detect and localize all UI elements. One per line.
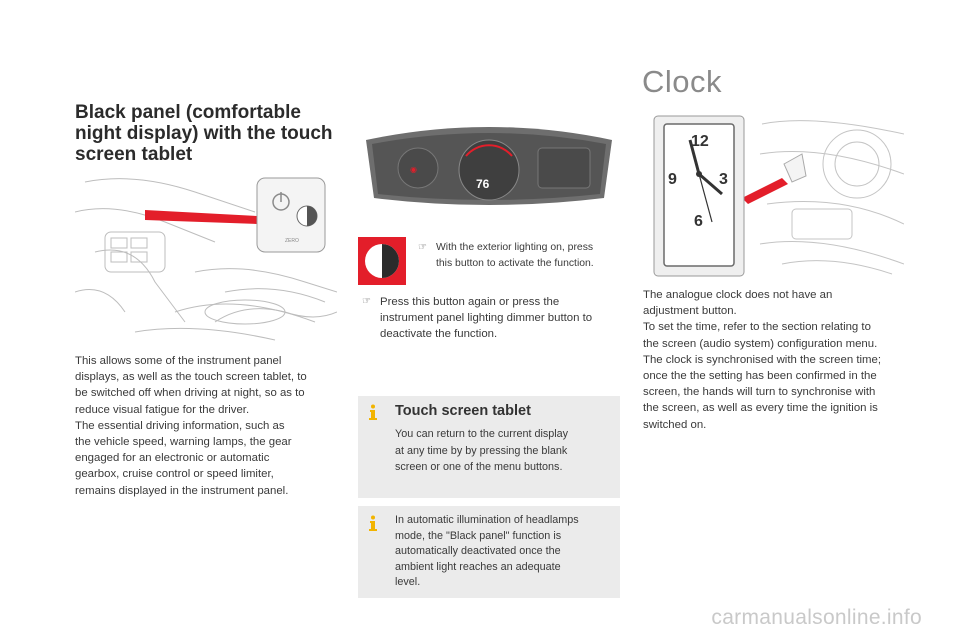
text-line: screen or one of the menu buttons.: [395, 461, 563, 473]
text-line: displays, as well as the touch screen tablet, to: [75, 371, 307, 384]
clock-numeral-9: 9: [668, 171, 677, 188]
instrument-cluster-image: [358, 120, 620, 208]
svg-text:◉: ◉: [410, 165, 417, 174]
black-panel-button-icon: [358, 237, 406, 285]
text-line: the screen, as well as every time the ignition is: [643, 402, 878, 415]
text-line: at any time by by pressing the blank: [395, 444, 568, 457]
text-line: Press this button again or press the: [380, 296, 560, 308]
text-line: deactivate the function.: [380, 328, 498, 341]
text-line: You can return to the current display: [395, 428, 569, 440]
hand-pointer-icon: ☞: [418, 242, 427, 253]
text-line: instrument panel lighting dimmer button to: [380, 312, 593, 325]
text-line: mode, the "Black panel" function is: [395, 529, 562, 542]
text-line: In automatic illumination of headlamps: [395, 514, 579, 526]
touch-screen-info-box: [358, 396, 620, 498]
watermark: carmanualsonline.info: [711, 606, 922, 629]
text-line: reduce visual fatigue for the driver.: [75, 403, 250, 416]
text-line: With the exterior lighting on, press: [436, 242, 594, 253]
text-line: once the the setting has been confirmed in the: [643, 370, 877, 383]
text-line: engaged for an electronic or automatic: [75, 452, 270, 465]
text-line: remains displayed in the instrument panel.: [75, 484, 289, 497]
text-line: level.: [395, 576, 421, 589]
left-body-text: [75, 353, 337, 499]
text-line: gearbox, cruise control or speed limiter,: [75, 468, 274, 481]
section-title-black-panel: Black panel (comfortable night display) with the touch screen tablet: [75, 102, 333, 165]
info-icon: [367, 404, 379, 420]
text-line: be switched off when driving at night, so as to: [75, 387, 305, 400]
text-line: This allows some of the instrument panel: [75, 355, 282, 367]
clock-body-text: [643, 287, 905, 433]
clock-numeral-3: 3: [719, 171, 728, 188]
text-line: automatically deactivated once the: [395, 545, 561, 558]
automatic-illumination-text: [395, 513, 615, 591]
text-line: the vehicle speed, warning lamps, the gear: [75, 436, 292, 449]
section-title-clock: Clock: [642, 64, 723, 99]
analogue-clock-illustration: [642, 114, 904, 278]
text-line: The analogue clock does not have an: [643, 289, 833, 301]
clock-numeral-6: 6: [694, 213, 703, 230]
zero-label: ZERO: [285, 238, 299, 244]
cluster-speed: 76: [476, 177, 490, 191]
touch-screen-text: [395, 426, 615, 476]
step-2: [362, 294, 624, 343]
info-icon: [367, 515, 379, 531]
text-line: The clock is synchronised with the screen time;: [643, 353, 882, 366]
text-line: screen, the hands will turn to synchronise with: [643, 386, 876, 399]
dashboard-button-illustration: [75, 172, 337, 344]
text-line: adjustment button.: [643, 305, 737, 318]
text-line: The essential driving information, such as: [75, 419, 285, 432]
step-1: [418, 240, 623, 271]
clock-numeral-12: 12: [691, 133, 709, 150]
text-line: ambient light reaches an adequate: [395, 560, 561, 573]
text-line: To set the time, refer to the section relating to: [643, 321, 871, 334]
text-line: switched on.: [643, 418, 707, 431]
hand-pointer-icon: ☞: [362, 296, 371, 307]
text-line: the screen (audio system) configuration menu.: [643, 337, 878, 350]
touch-screen-title: Touch screen tablet: [395, 403, 531, 419]
automatic-illumination-info-box: [358, 506, 620, 598]
text-line: this button to activate the function.: [436, 257, 594, 269]
